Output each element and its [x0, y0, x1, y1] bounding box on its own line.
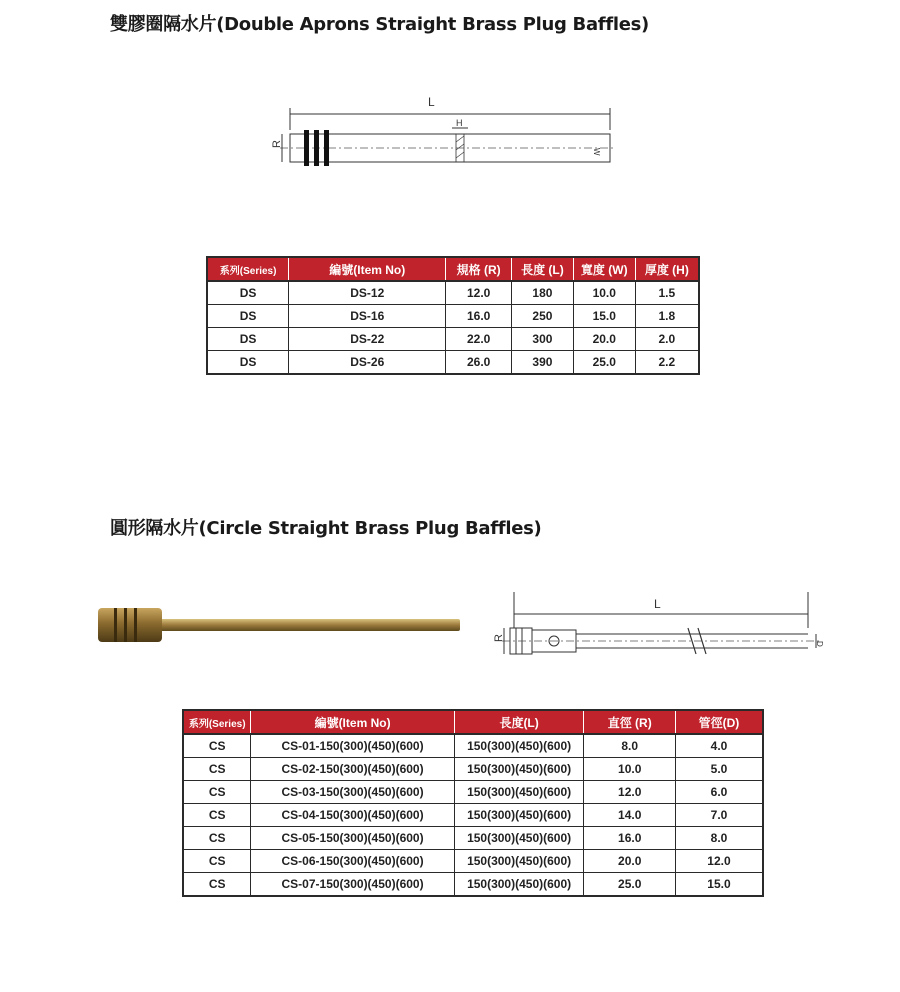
- table-row: [207, 328, 699, 351]
- ds-cell-spec-r: 26.0: [446, 351, 512, 375]
- cs-cell-pipe-diameter: 6.0: [675, 781, 763, 804]
- ds-cell-width: 20.0: [573, 328, 635, 351]
- ds-apron-ring-1: [304, 130, 309, 166]
- cs-cell-item-no: CS-05-150(300)(450)(600): [251, 827, 454, 850]
- cs-brass-tube: [158, 619, 460, 631]
- ds-cell-thickness: 1.8: [635, 305, 699, 328]
- cs-cell-pipe-diameter: 5.0: [675, 758, 763, 781]
- ds-cell-series: DS: [207, 305, 289, 328]
- ds-cell-width: 10.0: [573, 281, 635, 305]
- cs-section-title: 圓形隔水片(Circle Straight Brass Plug Baffles): [110, 518, 542, 539]
- ds-length-label: L: [428, 95, 435, 109]
- cs-cell-length: 150(300)(450)(600): [454, 850, 584, 873]
- ds-baffle-body: [290, 134, 610, 162]
- ds-cell-series: DS: [207, 351, 289, 375]
- ds-apron-ring-2: [314, 130, 319, 166]
- ds-cell-item-no: DS-22: [289, 328, 446, 351]
- cs-cell-series: CS: [183, 758, 251, 781]
- table-row: [183, 850, 763, 873]
- table-row: [183, 873, 763, 897]
- cs-cell-length: 150(300)(450)(600): [454, 781, 584, 804]
- ds-header-thickness: 厚度 (H): [635, 257, 699, 281]
- cs-cell-pipe-diameter: 15.0: [675, 873, 763, 897]
- cs-cell-length: 150(300)(450)(600): [454, 827, 584, 850]
- cs-cell-item-no: CS-04-150(300)(450)(600): [251, 804, 454, 827]
- table-row: [183, 734, 763, 758]
- ds-cell-thickness: 1.5: [635, 281, 699, 305]
- cs-product-photo: [94, 600, 466, 650]
- table-row: [183, 781, 763, 804]
- table-row: [207, 351, 699, 375]
- ds-width-label: W: [592, 148, 601, 156]
- ds-table-header-row: [207, 257, 699, 281]
- ds-cell-spec-r: 12.0: [446, 281, 512, 305]
- cs-cell-diameter-r: 10.0: [584, 758, 676, 781]
- cs-cell-series: CS: [183, 781, 251, 804]
- cs-cell-series: CS: [183, 850, 251, 873]
- ds-cell-spec-r: 22.0: [446, 328, 512, 351]
- table-row: [183, 758, 763, 781]
- ds-cell-item-no: DS-12: [289, 281, 446, 305]
- cs-cell-length: 150(300)(450)(600): [454, 758, 584, 781]
- cs-cell-item-no: CS-02-150(300)(450)(600): [251, 758, 454, 781]
- ds-apron-ring-3: [324, 130, 329, 166]
- cs-cell-length: 150(300)(450)(600): [454, 734, 584, 758]
- cs-cell-diameter-r: 16.0: [584, 827, 676, 850]
- ds-header-series: 系列(Series): [207, 257, 289, 281]
- cs-header-diameter-r: 直徑 (R): [584, 710, 676, 734]
- cs-cell-length: 150(300)(450)(600): [454, 804, 584, 827]
- ds-cell-length: 180: [512, 281, 574, 305]
- cs-cell-length: 150(300)(450)(600): [454, 873, 584, 897]
- cs-radius-label: R: [493, 634, 505, 642]
- ds-cell-series: DS: [207, 281, 289, 305]
- ds-spec-table: [206, 256, 700, 375]
- table-row: [207, 281, 699, 305]
- cs-spec-table: [182, 709, 764, 897]
- cs-cell-series: CS: [183, 873, 251, 897]
- cs-cell-diameter-r: 14.0: [584, 804, 676, 827]
- ds-header-width: 寬度 (W): [573, 257, 635, 281]
- cs-cell-item-no: CS-06-150(300)(450)(600): [251, 850, 454, 873]
- ds-cell-length: 390: [512, 351, 574, 375]
- cs-cell-pipe-diameter: 7.0: [675, 804, 763, 827]
- cs-cell-pipe-diameter: 4.0: [675, 734, 763, 758]
- ds-thickness-label: H: [456, 118, 463, 128]
- cs-header-series: 系列(Series): [183, 710, 251, 734]
- cs-cell-item-no: CS-01-150(300)(450)(600): [251, 734, 454, 758]
- cs-cell-item-no: CS-03-150(300)(450)(600): [251, 781, 454, 804]
- ds-radius-label: R: [271, 140, 283, 148]
- cs-cell-pipe-diameter: 12.0: [675, 850, 763, 873]
- cs-cell-series: CS: [183, 827, 251, 850]
- cs-cell-diameter-r: 12.0: [584, 781, 676, 804]
- ds-cell-item-no: DS-26: [289, 351, 446, 375]
- ds-cell-thickness: 2.2: [635, 351, 699, 375]
- ds-header-length: 長度 (L): [512, 257, 574, 281]
- cs-header-pipe-diameter: 管徑(D): [675, 710, 763, 734]
- cs-cell-diameter-r: 25.0: [584, 873, 676, 897]
- ds-cell-thickness: 2.0: [635, 328, 699, 351]
- cs-cell-pipe-diameter: 8.0: [675, 827, 763, 850]
- table-row: [207, 305, 699, 328]
- cs-cell-item-no: CS-07-150(300)(450)(600): [251, 873, 454, 897]
- table-row: [183, 804, 763, 827]
- cs-brass-head: [98, 608, 162, 642]
- ds-section-title: 雙膠圈隔水片(Double Aprons Straight Brass Plug Baffles): [110, 14, 649, 35]
- cs-header-length: 長度(L): [454, 710, 584, 734]
- ds-cell-length: 250: [512, 305, 574, 328]
- cs-diameter-label: D: [815, 641, 824, 647]
- cs-cell-diameter-r: 8.0: [584, 734, 676, 758]
- cs-header-item-no: 編號(Item No): [251, 710, 454, 734]
- cs-table-header-row: [183, 710, 763, 734]
- cs-cell-series: CS: [183, 734, 251, 758]
- ds-cell-length: 300: [512, 328, 574, 351]
- table-row: [183, 827, 763, 850]
- cs-cell-series: CS: [183, 804, 251, 827]
- ds-cell-width: 15.0: [573, 305, 635, 328]
- ds-cell-item-no: DS-16: [289, 305, 446, 328]
- cs-cell-diameter-r: 20.0: [584, 850, 676, 873]
- ds-technical-drawing: [260, 92, 620, 172]
- cs-technical-drawing: [482, 588, 828, 662]
- ds-header-item-no: 編號(Item No): [289, 257, 446, 281]
- cs-length-label: L: [654, 597, 661, 611]
- ds-cell-spec-r: 16.0: [446, 305, 512, 328]
- ds-cell-series: DS: [207, 328, 289, 351]
- ds-header-spec-r: 規格 (R): [446, 257, 512, 281]
- ds-cell-width: 25.0: [573, 351, 635, 375]
